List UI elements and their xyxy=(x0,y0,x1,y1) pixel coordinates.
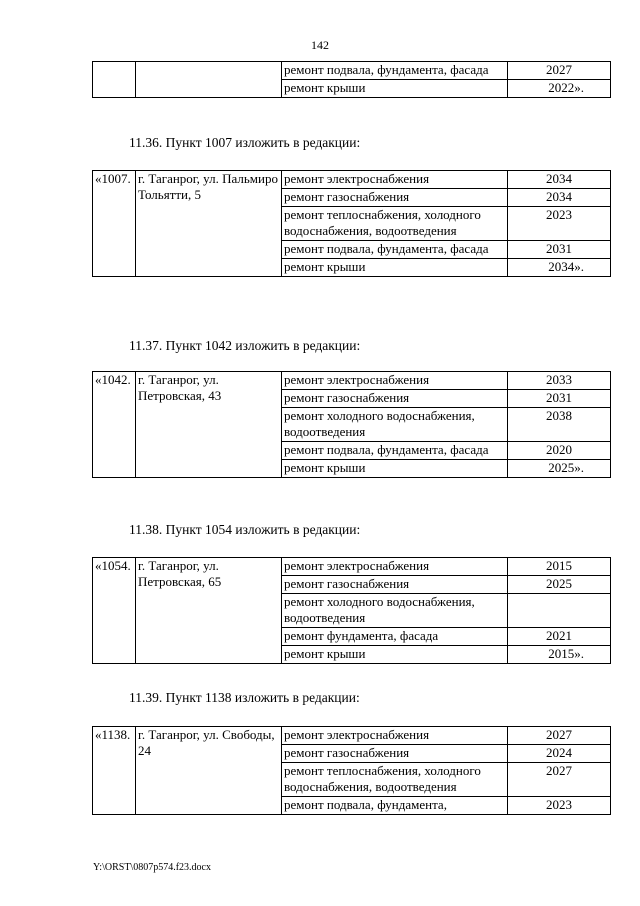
table-row xyxy=(93,372,611,390)
year-cell: 2023 xyxy=(508,797,611,815)
item-number: «1042. xyxy=(93,372,136,478)
year-cell: 2025». xyxy=(508,460,611,478)
year-cell: 2024 xyxy=(508,745,611,763)
year-cell: 2020 xyxy=(508,442,611,460)
year-cell: 2034 xyxy=(508,171,611,189)
repair-table xyxy=(92,726,611,815)
year-cell xyxy=(508,594,611,628)
number-cell xyxy=(93,62,136,98)
repair-table xyxy=(92,371,611,478)
work-cell: ремонт электроснабжения xyxy=(282,372,508,390)
item-number: «1054. xyxy=(93,558,136,664)
work-cell: ремонт газоснабжения xyxy=(282,745,508,763)
year-cell: 2038 xyxy=(508,408,611,442)
table-row xyxy=(93,558,611,576)
item-number: «1138. xyxy=(93,727,136,815)
address: г. Таганрог, ул. Свободы, 24 xyxy=(136,727,282,815)
address: г. Таганрог, ул. Петровская, 65 xyxy=(136,558,282,664)
work-cell: ремонт холодного водоснабжения, водоотведения xyxy=(282,594,508,628)
address-cell xyxy=(136,62,282,98)
year-cell: 2027 xyxy=(508,727,611,745)
work-cell: ремонт электроснабжения xyxy=(282,558,508,576)
work-cell: ремонт крыши xyxy=(282,80,508,98)
year-cell: 2022». xyxy=(508,80,611,98)
year-cell: 2021 xyxy=(508,628,611,646)
work-cell: ремонт крыши xyxy=(282,646,508,664)
work-cell: ремонт фундамента, фасада xyxy=(282,628,508,646)
year-cell: 2034 xyxy=(508,189,611,207)
section-heading: 11.37. Пункт 1042 изложить в редакции: xyxy=(129,338,361,353)
page-number: 142 xyxy=(311,38,329,52)
repair-table xyxy=(92,557,611,664)
year-cell: 2025 xyxy=(508,576,611,594)
year-cell: 2015». xyxy=(508,646,611,664)
work-cell: ремонт газоснабжения xyxy=(282,189,508,207)
work-cell: ремонт теплоснабжения, холодного водоснабжения, водоотведения xyxy=(282,207,508,241)
work-cell: ремонт электроснабжения xyxy=(282,727,508,745)
section-heading: 11.39. Пункт 1138 изложить в редакции: xyxy=(129,690,360,705)
continuation-table xyxy=(92,61,611,98)
work-cell: ремонт электроснабжения xyxy=(282,171,508,189)
year-cell: 2031 xyxy=(508,390,611,408)
work-cell: ремонт подвала, фундамента, xyxy=(282,797,508,815)
work-cell: ремонт подвала, фундамента, фасада xyxy=(282,442,508,460)
work-cell: ремонт газоснабжения xyxy=(282,390,508,408)
work-cell: ремонт крыши xyxy=(282,460,508,478)
year-cell: 2015 xyxy=(508,558,611,576)
work-cell: ремонт теплоснабжения, холодного водоснабжения, водоотведения xyxy=(282,763,508,797)
section-heading: 11.38. Пункт 1054 изложить в редакции: xyxy=(129,522,361,537)
section-heading: 11.36. Пункт 1007 изложить в редакции: xyxy=(129,135,361,150)
year-cell: 2023 xyxy=(508,207,611,241)
work-cell: ремонт холодного водоснабжения, водоотведения xyxy=(282,408,508,442)
repair-table xyxy=(92,170,611,277)
file-path-footer: Y:\ORST\0807p574.f23.docx xyxy=(93,862,211,873)
item-number: «1007. xyxy=(93,171,136,277)
year-cell: 2033 xyxy=(508,372,611,390)
table-row xyxy=(93,171,611,189)
year-cell: 2027 xyxy=(508,62,611,80)
address: г. Таганрог, ул. Пальмиро Тольятти, 5 xyxy=(136,171,282,277)
table-row xyxy=(93,62,611,80)
year-cell: 2027 xyxy=(508,763,611,797)
work-cell: ремонт крыши xyxy=(282,259,508,277)
address: г. Таганрог, ул. Петровская, 43 xyxy=(136,372,282,478)
year-cell: 2034». xyxy=(508,259,611,277)
table-row xyxy=(93,727,611,745)
work-cell: ремонт газоснабжения xyxy=(282,576,508,594)
work-cell: ремонт подвала, фундамента, фасада xyxy=(282,241,508,259)
year-cell: 2031 xyxy=(508,241,611,259)
work-cell: ремонт подвала, фундамента, фасада xyxy=(282,62,508,80)
